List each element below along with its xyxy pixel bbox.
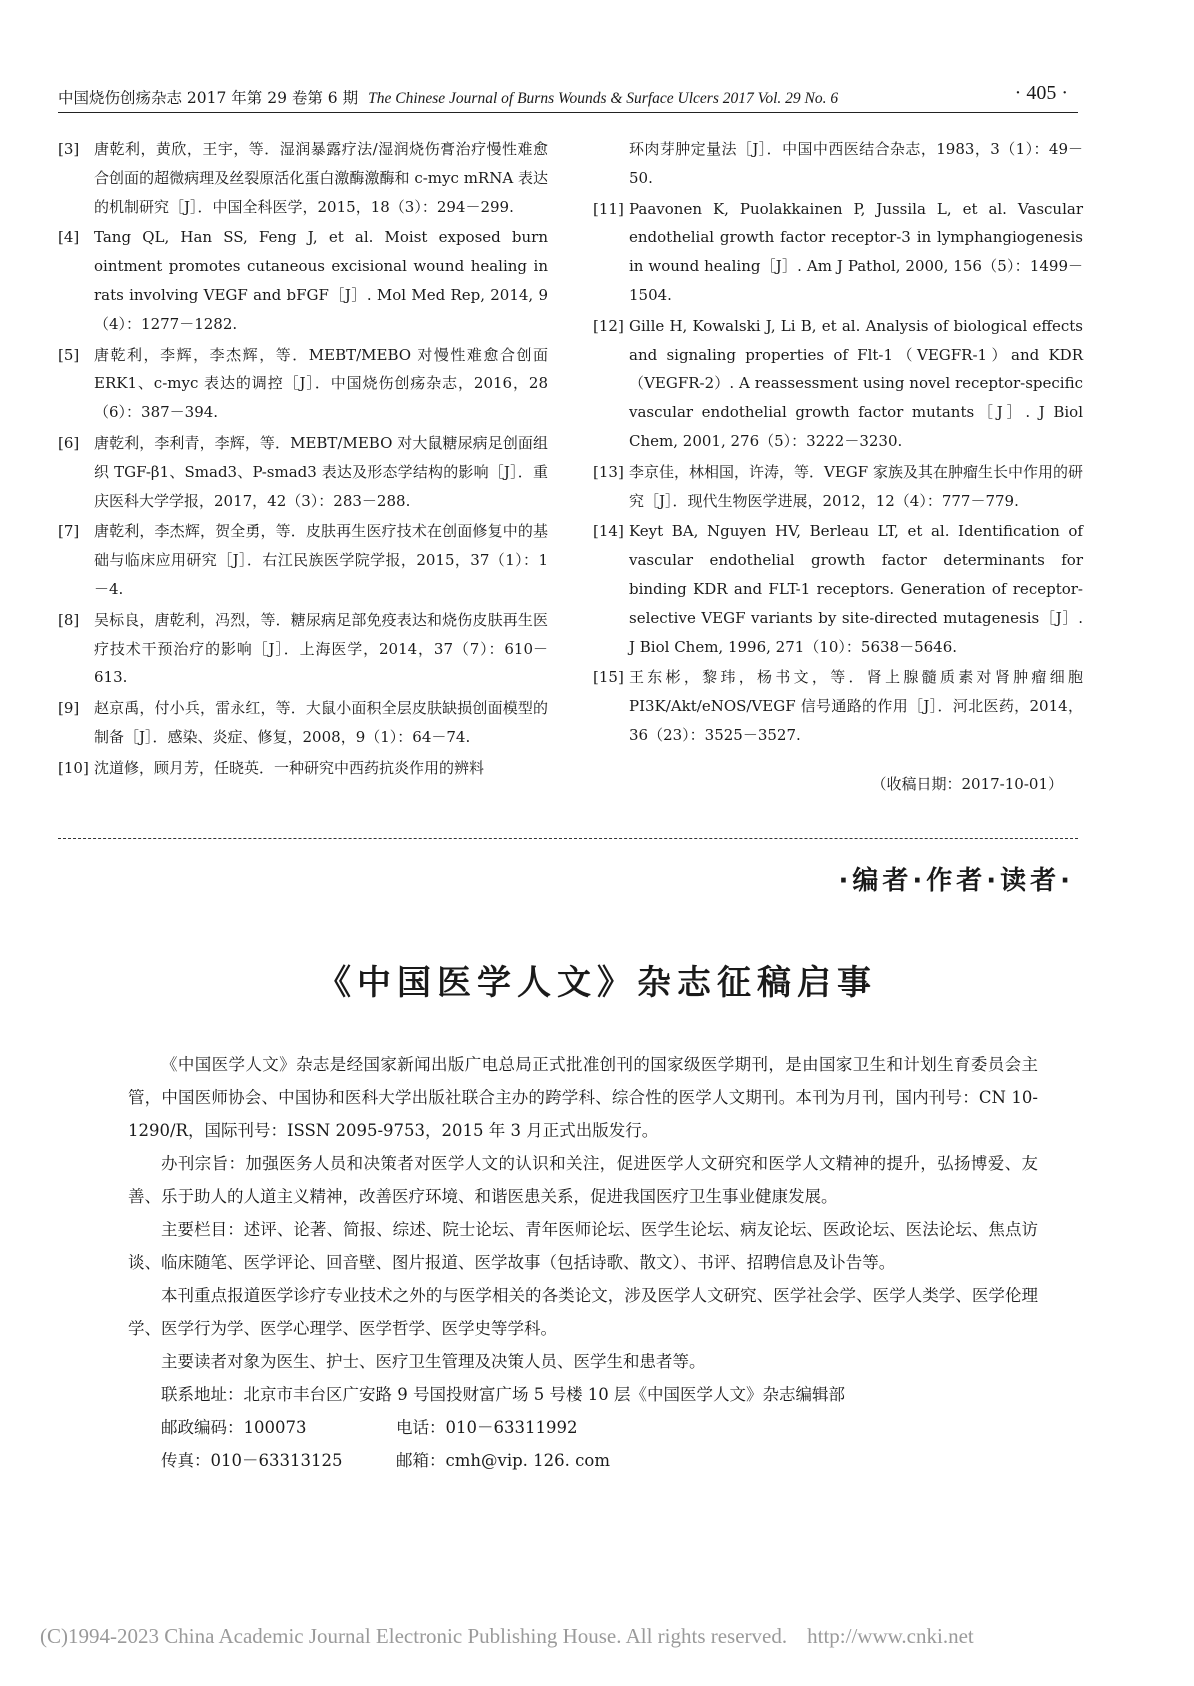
reference-text: 赵京禹，付小兵，雷永红，等．大鼠小面积全层皮肤缺损创面模型的制备［J］．感染、炎症、修复，2008，9（1）：64－74. <box>94 699 548 746</box>
reference-text: 环肉芽肿定量法［J］．中国中西医结合杂志，1983，3（1）：49－50. <box>629 140 1083 187</box>
journal-name-cn: 中国烧伤创疡杂志 2017 年第 29 卷第 6 期 <box>58 89 359 107</box>
phone-number: 电话：010－63311992 <box>396 1418 578 1437</box>
references-left-column <box>58 135 548 785</box>
running-header <box>58 80 1078 113</box>
reference-text: 沈道修，顾月芳，任晓英．一种研究中西药抗炎作用的辨料 <box>94 758 485 777</box>
reference-item <box>58 223 548 338</box>
reference-item <box>593 312 1083 456</box>
section-divider <box>58 838 1078 839</box>
copyright-text: (C)1994-2023 China Academic Journal Electronic Publishing House. All rights reserved. <box>40 1624 788 1648</box>
cnki-url: http://www.cnki.net <box>807 1624 974 1648</box>
reference-item <box>593 663 1083 749</box>
journal-citation <box>58 86 838 108</box>
postal-code: 邮政编码：100073 <box>161 1418 307 1437</box>
reference-text: 唐乾利，李利青，李辉，等．MEBT/MEBO 对大鼠糖尿病足创面组织 TGF-β1、Smad3、P-smad3 表达及形态学结构的影响［J］．重庆医科大学学报，2017，42（3）：283－288. <box>94 433 548 510</box>
reference-item <box>593 135 1083 193</box>
notice-body <box>128 1048 1038 1477</box>
reference-text: 王东彬，黎玮，杨书文，等．肾上腺髓质素对肾肿瘤细胞 PI3K/Akt/eNOS/VEGF 信号通路的作用［J］．河北医药，2014，36（23）：3525－3527. <box>629 668 1083 744</box>
journal-name-en: The Chinese Journal of Burns Wounds & Surface Ulcers 2017 Vol. 29 No. 6 <box>368 90 839 107</box>
reference-number: [4] <box>58 228 80 247</box>
notice-paragraph: 主要栏目：述评、论著、简报、综述、院士论坛、青年医师论坛、医学生论坛、病友论坛、医政论坛、医法论坛、焦点访谈、临床随笔、医学评论、回音壁、图片报道、医学故事（包括诗歌、散文）、书评、招聘信息及讣告等。 <box>128 1220 1038 1272</box>
notice-paragraph: 本刊重点报道医学诊疗专业技术之外的与医学相关的各类论文，涉及医学人文研究、医学社会学、医学人类学、医学伦理学、医学行为学、医学心理学、医学哲学、医学史等学科。 <box>128 1286 1038 1338</box>
reference-number: [13] <box>593 462 624 481</box>
notice-paragraph: 《中国医学人文》杂志是经国家新闻出版广电总局正式批准创刊的国家级医学期刊，是由国家卫生和计划生育委员会主管，中国医师协会、中国协和医科大学出版社联合主办的跨学科、综合性的医学人文期刊。本刊为月刊，国内刊号：CN 10-1290/R，国际刊号：ISSN 2095-9753，2015 年 3 月正式出版发行。 <box>128 1055 1038 1140</box>
reference-number: [7] <box>58 522 80 541</box>
reference-text: Keyt BA, Nguyen HV, Berleau LT, et al. Identification of vascular endothelial growth factor determinants for binding KDR and FLT-1 receptors. Generation of receptor-selective VEGF variants by site-directed mutagenesis［J］. J Biol Chem, 1996, 271（10）：5638－5646. <box>629 522 1083 656</box>
reference-number: [11] <box>593 199 624 218</box>
reference-text: Paavonen K, Puolakkainen P, Jussila L, et al. Vascular endothelial growth factor receptor-3 in lymphangiogenesis in wound healing［J］. Am J Pathol, 2000, 156（5）：1499－1504. <box>629 199 1083 304</box>
notice-paragraph: 办刊宗旨：加强医务人员和决策者对医学人文的认识和关注，促进医学人文研究和医学人文精神的提升，弘扬博爱、友善、乐于助人的人道主义精神，改善医疗环境、和谐医患关系，促进我国医疗卫生事业健康发展。 <box>128 1154 1038 1206</box>
references-right-column <box>593 135 1083 799</box>
reference-number: [8] <box>58 610 80 629</box>
received-date: （收稿日期：2017-10-01） <box>871 774 1063 793</box>
copyright-footer <box>40 1624 974 1649</box>
reference-number: [9] <box>58 699 80 718</box>
reference-text: 李京佳，林相国，许涛，等．VEGF 家族及其在肿瘤生长中作用的研究［J］．现代生物医学进展，2012，12（4）：777－779. <box>629 462 1083 510</box>
contact-row <box>128 1444 1038 1477</box>
reference-number: [3] <box>58 140 80 158</box>
reference-text: Tang QL, Han SS, Feng J, et al. Moist exposed burn ointment promotes cutaneous excisional wound healing in rats involving VEGF and bFGF［J］. Mol Med Rep, 2014, 9（4）：1277－1282. <box>94 228 548 333</box>
reference-text: 吴标良，唐乾利，冯烈，等．糖尿病足部免疫表达和烧伤皮肤再生医疗技术干预治疗的影响［J］．上海医学，2014，37（7）：610－613. <box>94 610 548 687</box>
reference-item <box>593 517 1083 661</box>
fax-number: 传真：010－63313125 <box>161 1451 343 1470</box>
section-title: ·编者·作者·读者· <box>838 866 1074 896</box>
contact-row <box>128 1411 1038 1444</box>
reference-number: [14] <box>593 522 624 541</box>
reference-item <box>58 517 548 603</box>
reference-item <box>58 341 548 427</box>
reference-item <box>58 429 548 515</box>
notice-paragraph: 主要读者对象为医生、护士、医疗卫生管理及决策人员、医学生和患者等。 <box>161 1352 706 1371</box>
reference-number: [5] <box>58 345 80 364</box>
page-number: · 405 · <box>1014 82 1068 104</box>
reference-text: Gille H, Kowalski J, Li B, et al. Analysis of biological effects and signaling properties of Flt-1（VEGFR-1）and KDR（VEGFR-2）. A reassessment using novel receptor-specific vascular endothelial growth factor mutants［J］. J Biol Chem, 2001, 276（5）：3222－3230. <box>629 316 1083 450</box>
contact-address: 联系地址：北京市丰台区广安路 9 号国投财富广场 5 号楼 10 层《中国医学人文》杂志编辑部 <box>161 1385 845 1404</box>
reference-number: [6] <box>58 433 80 452</box>
reference-item <box>58 606 548 692</box>
email-address: 邮箱：cmh@vip. 126. com <box>396 1451 610 1470</box>
reference-text: 唐乾利，黄欣，王宇，等．湿润暴露疗法/湿润烧伤膏治疗慢性难愈合创面的超微病理及丝裂原活化蛋白激酶激酶和 c-myc mRNA 表达的机制研究［J］．中国全科医学，2015，18（3）：294－299. <box>94 140 548 216</box>
reference-number: [12] <box>593 316 624 335</box>
notice-title: 《中国医学人文》杂志征稿启事 <box>317 963 877 1003</box>
reference-item <box>58 754 548 783</box>
reference-item <box>58 694 548 752</box>
reference-text: 唐乾利，李杰辉，贺全勇，等．皮肤再生医疗技术在创面修复中的基础与临床应用研究［J］．右江民族医学院学报，2015，37（1）：1－4. <box>94 522 548 598</box>
reference-text: 唐乾利，李辉，李杰辉，等．MEBT/MEBO 对慢性难愈合创面 ERK1、c-myc 表达的调控［J］．中国烧伤创疡杂志，2016，28（6）：387－394. <box>94 345 548 422</box>
reference-item <box>593 458 1083 516</box>
reference-item <box>58 135 548 221</box>
reference-number: [15] <box>593 668 624 687</box>
reference-number: [10] <box>58 758 89 777</box>
reference-item <box>593 195 1083 310</box>
